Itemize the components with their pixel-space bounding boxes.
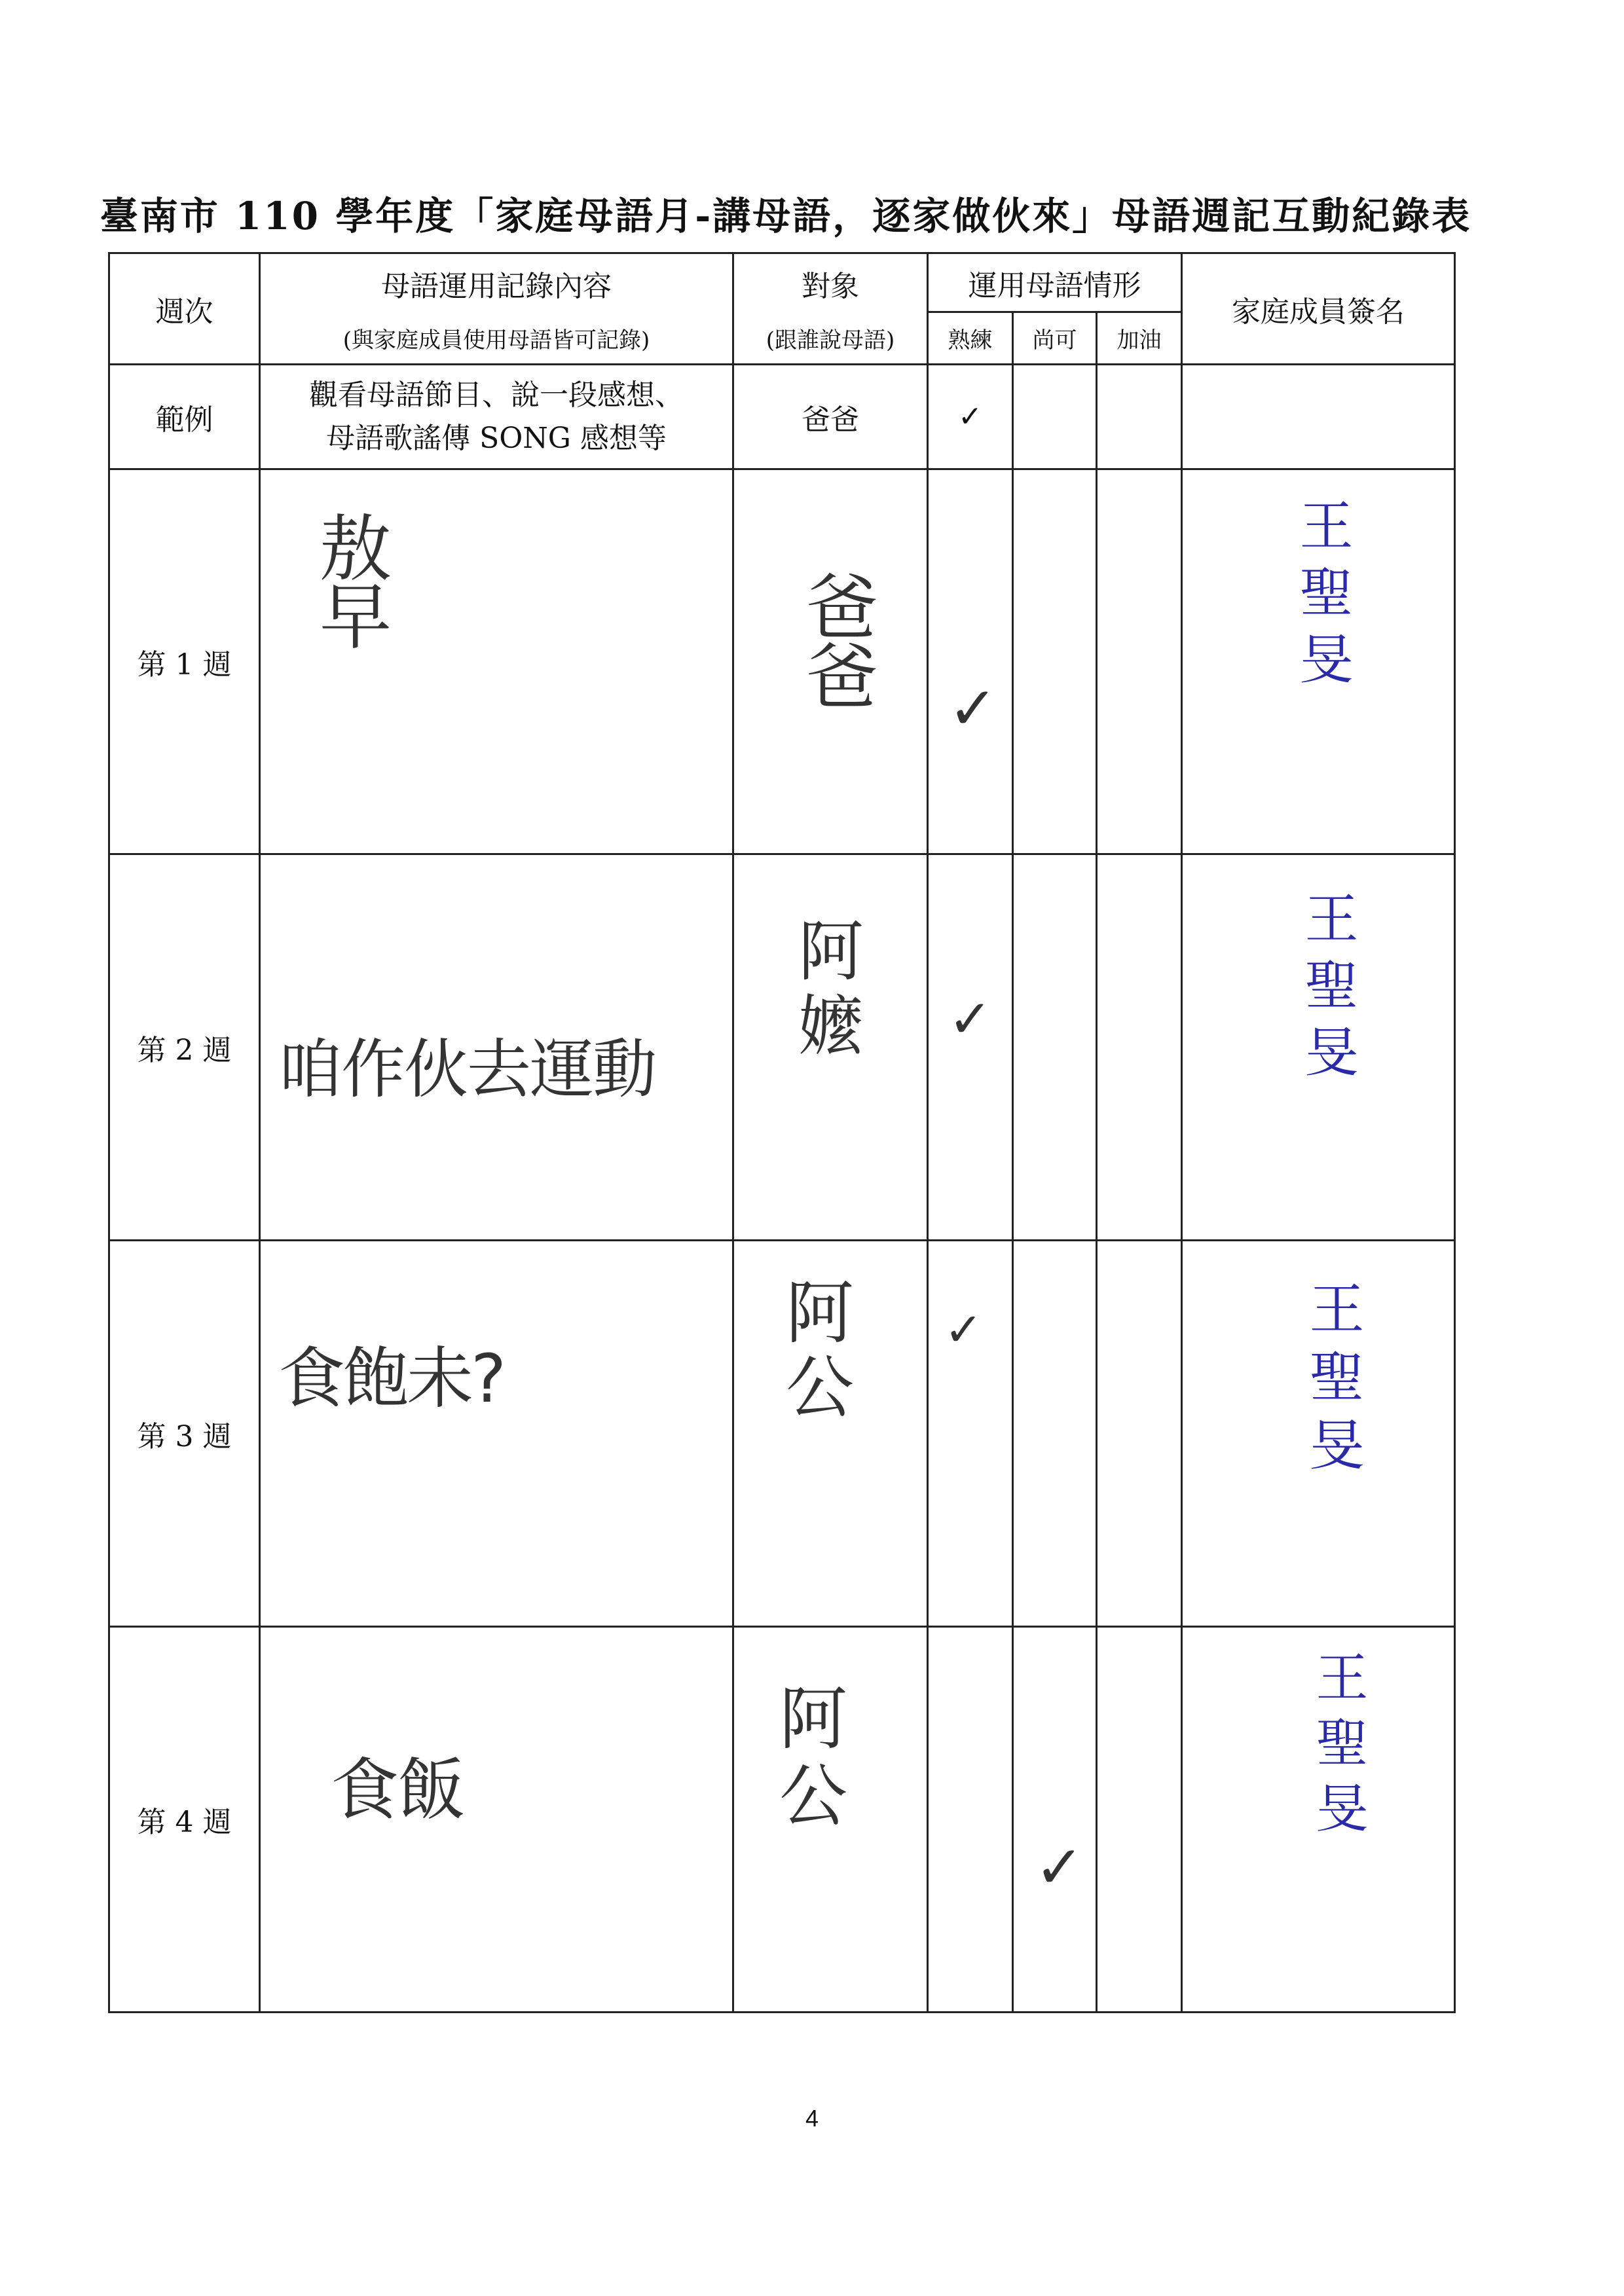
week-4-content: 食飯 <box>331 1750 465 1830</box>
header-ok: 尚可 <box>1032 327 1077 354</box>
header-target-note: (跟誰說母語) <box>766 327 895 354</box>
example-content-line2: 母語歌謠傳 SONG 感想等 <box>326 421 667 455</box>
header-improve: 加油 <box>1116 327 1162 354</box>
week-2-signature: 王聖旻 <box>1296 890 1358 1091</box>
week-4-check: ✓ <box>1035 1833 1084 1902</box>
header-fluent: 熟練 <box>948 327 993 354</box>
week-3-target: 阿公 <box>774 1277 854 1426</box>
header-usage: 運用母語情形 <box>968 268 1141 302</box>
week-1-content: 敖早 <box>308 511 392 647</box>
week-4-target: 阿公 <box>767 1683 847 1837</box>
week-1-check: ✓ <box>948 674 998 743</box>
page-title: 臺南市 110 學年度「家庭母語月-講母語，逐家做伙來」母語週記互動紀錄表 <box>100 194 1472 238</box>
week-2-target: 阿嬤 <box>787 917 864 1066</box>
week-1-label: 第 1 週 <box>137 647 232 682</box>
header-week: 週次 <box>155 295 213 329</box>
header-content-note: (與家庭成員使用母語皆可記錄) <box>342 327 650 354</box>
header-target: 對象 <box>802 270 859 303</box>
example-check: ✓ <box>958 400 982 433</box>
page-number: 4 <box>805 2105 819 2132</box>
header-signature: 家庭成員簽名 <box>1232 295 1405 329</box>
week-3-content: 食飽未? <box>278 1340 504 1418</box>
week-3-label: 第 3 週 <box>137 1419 232 1453</box>
example-label: 範例 <box>155 403 213 437</box>
week-2-content: 咱作伙去運動 <box>278 1032 656 1107</box>
week-1-signature: 王聖旻 <box>1291 498 1353 698</box>
week-4-signature: 王聖旻 <box>1307 1650 1368 1846</box>
week-3-check: ✓ <box>944 1303 983 1357</box>
week-2-label: 第 2 週 <box>137 1033 232 1067</box>
week-4-label: 第 4 週 <box>137 1806 232 1839</box>
example-content <box>261 365 732 468</box>
example-content-line1: 觀看母語節目、說一段感想、 <box>309 378 684 412</box>
example-target: 爸爸 <box>802 403 859 437</box>
week-3-signature: 王聖旻 <box>1301 1280 1365 1484</box>
header-content: 母語運用記錄內容 <box>381 270 612 303</box>
week-2-check: ✓ <box>948 989 993 1049</box>
week-1-target: 爸爸 <box>794 570 878 708</box>
